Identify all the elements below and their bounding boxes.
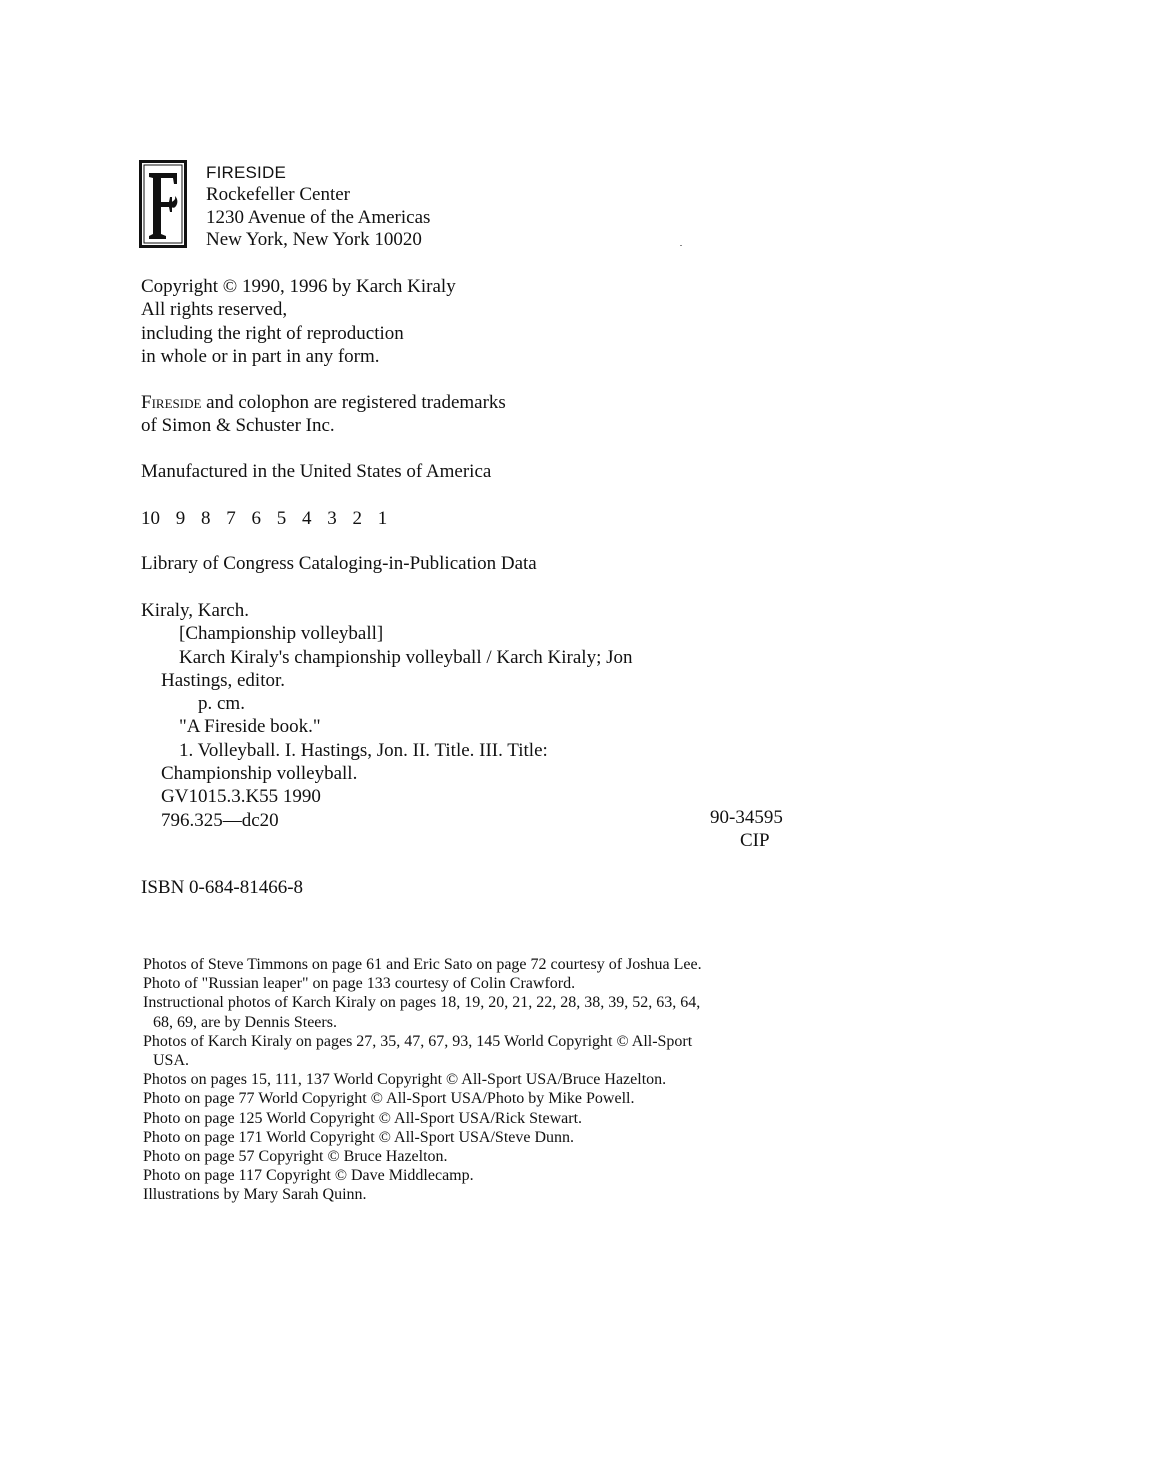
cip-lccn: 90-34595: [710, 807, 783, 828]
copyright-line-2: All rights reserved,: [141, 299, 288, 321]
credit-line: USA.: [153, 1052, 190, 1070]
cip-physical: p. cm.: [198, 693, 245, 715]
trademark-line-2: of Simon & Schuster Inc.: [141, 415, 335, 437]
trademark-block: [141, 391, 506, 438]
printing-number: 10: [141, 508, 160, 529]
printing-number: 1: [377, 508, 388, 529]
credit-line: Photo on page 171 World Copyright © All-Sport USA/Steve Dunn.: [143, 1128, 575, 1146]
cip-lc-class: GV1015.3.K55 1990: [161, 786, 321, 808]
credit-line: Photo on page 57 Copyright © Bruce Hazelton.: [143, 1148, 448, 1166]
printing-number: 4: [302, 508, 312, 529]
printing-number: 2: [352, 508, 362, 529]
printing-numbers: [141, 507, 409, 530]
cip-subjects-line-2: Championship volleyball.: [161, 763, 358, 785]
printing-number: 5: [276, 508, 287, 529]
trademark-brand: Fireside: [141, 392, 202, 413]
credit-line: Instructional photos of Karch Kiraly on pages 18, 19, 20, 21, 22, 28, 38, 39, 52, 63, 64,: [143, 994, 701, 1012]
cip-uniform-title: [Championship volleyball]: [179, 623, 384, 645]
isbn: ISBN 0-684-81466-8: [141, 877, 304, 898]
copyright-line-3: including the right of reproduction: [141, 322, 404, 344]
cip-subjects-line-1: 1. Volleyball. I. Hastings, Jon. II. Title. III. Title:: [179, 739, 548, 761]
cip-record: [141, 599, 633, 832]
publisher-address-line-3: New York, New York 10020: [206, 229, 422, 250]
printing-number: 3: [327, 508, 337, 529]
publisher-address-line-2: 1230 Avenue of the Americas: [206, 206, 431, 228]
cip-series-note: "A Fireside book.": [179, 716, 321, 738]
publisher-name: FIRESIDE: [206, 163, 287, 182]
credit-line: Photo on page 117 Copyright © Dave Middlecamp.: [143, 1167, 474, 1185]
trademark-line-1-rest: and colophon are registered trademarks: [201, 392, 506, 413]
credit-line: Photo of "Russian leaper" on page 133 courtesy of Colin Crawford.: [143, 975, 576, 993]
copyright-line-4: in whole or in part in any form.: [141, 345, 380, 367]
copyright-line-1: Copyright © 1990, 1996 by Karch Kiraly: [141, 276, 456, 297]
scan-speck: [680, 245, 682, 246]
credit-line: Photos of Steve Timmons on page 61 and Eric Sato on page 72 courtesy of Joshua Lee.: [143, 956, 702, 973]
publisher-address-line-1: Rockefeller Center: [206, 184, 351, 205]
photo-credits: [143, 955, 803, 1205]
manufactured-block: [141, 460, 491, 483]
credit-line: 68, 69, are by Dennis Steers.: [153, 1013, 337, 1031]
credit-line: Illustrations by Mary Sarah Quinn.: [143, 1186, 367, 1204]
manufactured-line: Manufactured in the United States of America: [141, 461, 492, 482]
cip-label: CIP: [740, 830, 770, 851]
cip-title-line-2: Hastings, editor.: [161, 669, 286, 691]
isbn-block: [141, 876, 303, 899]
copyright-block: [141, 275, 456, 368]
credit-line: Photos on pages 15, 111, 137 World Copyright © All-Sport USA/Bruce Hazelton.: [143, 1071, 667, 1089]
printing-number: 6: [251, 508, 261, 529]
credit-line: Photo on page 125 World Copyright © All-Sport USA/Rick Stewart.: [143, 1109, 583, 1127]
cip-author: Kiraly, Karch.: [141, 600, 249, 621]
cip-heading: Library of Congress Cataloging-in-Publication Data: [141, 553, 537, 574]
cip-dewey: 796.325—dc20: [161, 809, 279, 831]
publisher-block: [206, 161, 430, 252]
credit-line: Photos of Karch Kiraly on pages 27, 35, 47, 67, 93, 145 World Copyright © All-Sport: [143, 1032, 693, 1050]
printing-number: 9: [175, 508, 186, 529]
trademark-line-1: [141, 391, 506, 414]
printing-number: 7: [226, 508, 236, 529]
printing-number: 8: [201, 508, 211, 529]
fireside-logo-icon: [139, 160, 187, 248]
cip-heading-block: [141, 552, 537, 575]
cip-title-line-1: Karch Kiraly's championship volleyball / Karch Kiraly; Jon: [179, 646, 633, 668]
credit-line: Photo on page 77 World Copyright © All-Sport USA/Photo by Mike Powell.: [143, 1090, 635, 1108]
